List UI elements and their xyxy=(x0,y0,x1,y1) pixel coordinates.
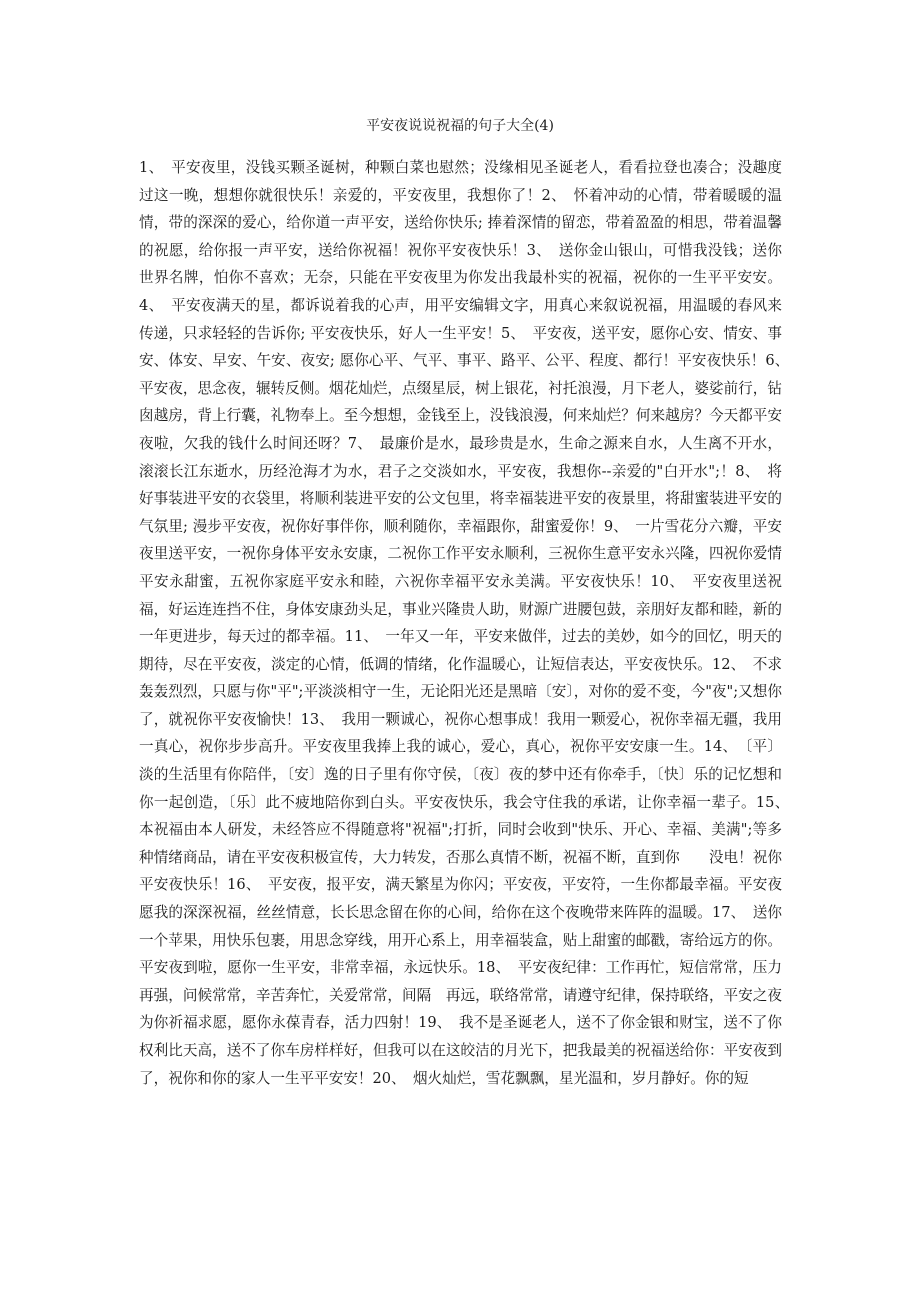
document-title: 平安夜说说祝福的句子大全(4) xyxy=(366,118,554,134)
document-body-text: 1、 平安夜里，没钱买颗圣诞树，种颗白菜也慰然；没缘相见圣诞老人，看看拉登也凑合；没趣度过这一晚，想想你就很快乐！亲爱的，平安夜里，我想你了！2、 怀着冲动的心情，带着暖暖的温情，带的深深的爱心，给你道一声平安，送给你快乐; 捧着深情的留恋，带着盈盈的相思，带着温馨的祝愿，给你报一声平安，送给你祝福！祝你平安夜快乐！3、 送你金山银山，可惜我没钱；送你世界名牌，怕你不喜欢；无奈，只能在平安夜里为你发出我最朴实的祝福，祝你的一生平平安安。4、 平安夜满天的星，都诉说着我的心声，用平安编辑文字，用真心来叙说祝福，用温暖的春风来传递，只求轻轻的告诉你; 平安夜快乐，好人一生平安！5、 平安夜，送平安，愿你心安、情安、事安、体安、早安、午安、夜安; 愿你心平、气平、事平、路平、公平、程度、都行！平安夜快乐！6、 平安夜，思念夜，辗转反侧。烟花灿烂，点缀星辰，树上银花，衬托浪漫，月下老人，婆娑前行，钻囱越房，背上行囊，礼物奉上。至今想想，金钱至上，没钱浪漫，何来灿烂？何来越房？今天都平安夜啦，欠我的钱什么时间还呀？7、 最廉价是水，最珍贵是水，生命之源来自水，人生离不开水，滚滚长江东逝水，历经沧海才为水，君子之交淡如水，平安夜，我想你--亲爱的"白开水";！8、 将好事装进平安的衣袋里，将顺利装进平安的公文包里，将幸福装进平安的夜景里，将甜蜜装进平安的气氛里; 漫步平安夜，祝你好事伴你，顺利随你，幸福跟你，甜蜜爱你！9、 一片雪花分六瓣，平安夜里送平安，一祝你身体平安永安康，二祝你工作平安永顺利，三祝你生意平安永兴隆，四祝你爱情平安永甜蜜，五祝你家庭平安永和睦，六祝你幸福平安永美满。平安夜快乐！10、 平安夜里送祝福，好运连连挡不住，身体安康劲头足，事业兴隆贵人助，财源广进腰包鼓，亲朋好友都和睦，新的一年更进步，每天过的都幸福。11、 一年又一年，平安来做伴，过去的美妙，如今的回忆，明天的期待，尽在平安夜，淡定的心情，低调的情绪，化作温暖心，让短信表达，平安夜快乐。12、 不求轰轰烈烈，只愿与你"平";平淡淡相守一生，无论阳光还是黑暗〔安〕，对你的爱不变，今"夜";又想你了，就祝你平安夜愉快！13、 我用一颗诚心，祝你心想事成！我用一颗爱心，祝你幸福无疆，我用一真心，祝你步步高升。平安夜里我捧上我的诚心，爱心，真心，祝你平安安康一生。14、 〔平〕淡的生活里有你陪伴，〔安〕逸的日子里有你守侯，〔夜〕夜的梦中还有你牵手，〔快〕乐的记忆想和你一起创造，〔乐〕此不疲地陪你到白头。平安夜快乐，我会守住我的承诺，让你幸福一辈子。15、 本祝福由本人研发，未经答应不得随意将"祝福";打折，同时会收到"快乐、开心、幸福、美满";等多种情绪商品，请在平安夜积极宣传，大力转发，否那么真情不断，祝福不断，直到你 没电！祝你平安夜快乐！16、 平安夜，报平安，满天繁星为你闪；平安夜，平安符，一生你都最幸福。平安夜愿我的深深祝福，丝丝情意，长长思念留在你的心间，给你在这个夜晚带来阵阵的温暖。17、 送你一个苹果，用快乐包裹，用思念穿线，用开心系上，用幸福装盒，贴上甜蜜的邮戳，寄给远方的你。平安夜到啦，愿你一生平安，非常幸福，永远快乐。18、 平安夜纪律：工作再忙，短信常常，压力再强，问候常常，辛苦奔忙，关爱常常，间隔 再远，联络常常，请遵守纪律，保持联络，平安之夜为你祈福求愿，愿你永葆青春，活力四射！19、 我不是圣诞老人，送不了你金银和财宝，送不了你权利比天高，送不了你车房样样好，但我可以在这皎洁的月光下，把我最美的祝福送给你：平安夜到了，祝你和你的家人一生平平安安！20、 烟火灿烂，雪花飘飘，星光温和，岁月静好。你的短 xyxy=(139,159,797,1087)
